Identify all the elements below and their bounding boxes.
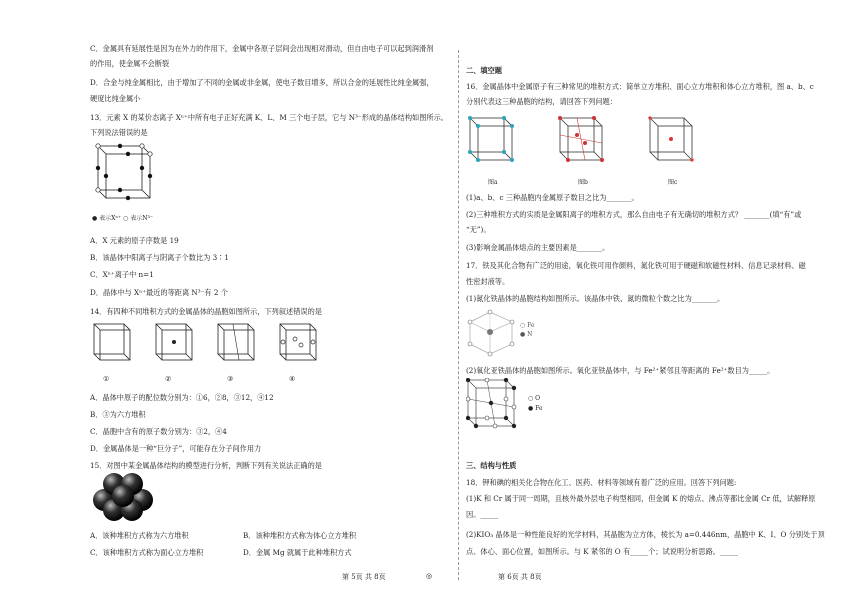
q14-label: ② [165, 374, 172, 383]
option-line: B．该晶体中阳离子与阴离子个数比为 3∶1 [90, 253, 229, 262]
text-line: C．金属具有延展性是因为在外力的作用下，金属中各原子层间会出现相对滑动，但自由电子可以起到润滑剂 [90, 44, 434, 53]
option-line: B．③为六方堆积 [90, 410, 146, 419]
option-line: C．晶胞中含有的原子数分别为：③2，④4 [90, 427, 227, 436]
text-line: D．合金与纯金属相比，由于增加了不同的金属或非金属，使电子数目增多，所以合金的延展性比纯金属强， [90, 78, 434, 87]
text-line: 因。_____ [466, 510, 499, 519]
q13-crystal-figure [92, 142, 162, 212]
text-line: “无”)。 [466, 225, 491, 234]
q14-unit-cells [92, 322, 332, 372]
text-line: (1)a、b、c 三种晶胞内金属原子数目之比为_______。 [466, 193, 639, 202]
text-line: 下列说法错误的是 [90, 128, 148, 137]
text-line: (2)三种堆积方式的实质是金属阳离子的堆积方式，那么自由电子有无确切的堆积方式？ _______(填“有”或 [466, 210, 802, 219]
fig-label-c: 图c [668, 179, 678, 186]
option-line: D．晶体中与 Xⁿ⁺最近的等距离 N³⁻有 2 个 [90, 288, 228, 297]
legend-o: ○ O [528, 395, 541, 402]
right-page [430, 0, 860, 608]
q17-iron-nitride-cell [466, 308, 518, 358]
text-line: (1)K 和 Cr 属于同一周期，且核外最外层电子构型相同，但金属 K 的熔点、沸点等都比金属 Cr 低，试解释原 [466, 494, 816, 503]
section-heading: 二、填空题 [466, 66, 502, 75]
option-line: A．X 元素的原子序数是 19 [90, 236, 179, 245]
q17-ferrous-oxide-cell [466, 378, 524, 440]
binding-mark: ◎ [426, 572, 433, 580]
fig-label-a: 图a [488, 179, 498, 186]
legend-n: ● N [520, 331, 533, 338]
q16-unit-cells-figure [466, 112, 706, 174]
question-18-stem: 18．钾和碘的相关化合物在化工、医药、材料等领域有着广泛的应用。回答下列问题: [466, 478, 737, 487]
text-line: (2)氧化亚铁晶体的晶胞如图所示。氧化亚铁晶体中，与 Fe²⁺紧邻且等距离的 Fe²⁺数目为_____。 [466, 366, 775, 375]
section-heading: 三、结构与性质 [466, 461, 517, 470]
page-footer-right: 第 6页 共 8页 [498, 573, 542, 581]
text-line: (1)氮化铁晶体的晶胞结构如图所示。该晶体中铁、氮的微粒个数之比为_______。 [466, 294, 725, 303]
option-line: A．晶体中原子的配位数分别为：①6，②8，③12，④12 [90, 393, 274, 402]
question-17-stem: 17．铁及其化合物有广泛的用途，氧化铁可用作颜料，氮化铁可用于硬磁和软磁性材料、信息记录材料、磁 [466, 261, 806, 270]
text-line: 点、体心、面心位置，如图所示。与 K 紧邻的 O 有_____个；试说明分析思路。_____ [466, 547, 738, 556]
legend-fe-2: ● Fe [528, 405, 543, 412]
q13-legend: ● 表示Xⁿ⁺ ○ 表示N³⁻ [92, 215, 154, 222]
text-line: 分别代表这三种晶胞的结构，请回答下列问题： [466, 97, 617, 106]
option-line: C．该种堆积方式称为面心立方堆积 [90, 548, 204, 557]
q14-label: ③ [227, 374, 234, 383]
fig-label-b: 图b [578, 179, 588, 186]
q15-sphere-packing-image [92, 470, 154, 522]
option-line: B．该种堆积方式称为体心立方堆积 [243, 531, 357, 540]
question-15-stem: 15．对图中某金属晶体结构的模型进行分析，判断下列有关说法正确的是 [90, 461, 322, 470]
q14-label: ① [103, 374, 110, 383]
text-line: 硬度比纯金属小 [90, 94, 141, 103]
q14-label: ④ [289, 374, 296, 383]
text-line: 的作用，使金属不会断裂 [90, 59, 170, 68]
legend-fe: ○ Fe [520, 322, 535, 329]
option-line: D．金属 Mg 就属于此种堆积方式 [243, 548, 352, 557]
question-13-stem: 13．元素 X 的某价态离子 Xⁿ⁺中所有电子正好充满 K、L、M 三个电子层，它与 N³⁻形成的晶体结构如图所示。 [90, 113, 448, 122]
text-line: (2)KIO₃ 晶体是一种性能良好的光学材料，其晶胞为立方体，棱长为 a=0.446nm，晶胞中 K、I、O 分别处于顶 [466, 530, 825, 539]
option-line: A．该种堆积方式称为六方堆积 [90, 531, 189, 540]
page-footer-left: 第 5页 共 8页 [342, 573, 386, 581]
text-line: 性密封液等。 [466, 277, 510, 286]
option-line: C．Xⁿ⁺离子中 n=1 [90, 270, 154, 279]
option-line: D．金属晶体是一种“巨分子”，可能存在分子间作用力 [90, 444, 262, 453]
question-16-stem: 16．金属晶体中金属原子有三种常见的堆积方式：简单立方堆积、面心立方堆积和体心立方堆积，图 a、b、c [466, 82, 814, 91]
question-14-stem: 14．有四种不同堆积方式的金属晶体的晶胞如图所示，下列叙述错误的是 [90, 307, 322, 316]
text-line: (3)影响金属晶体熔点的主要因素是_______。 [466, 243, 610, 252]
